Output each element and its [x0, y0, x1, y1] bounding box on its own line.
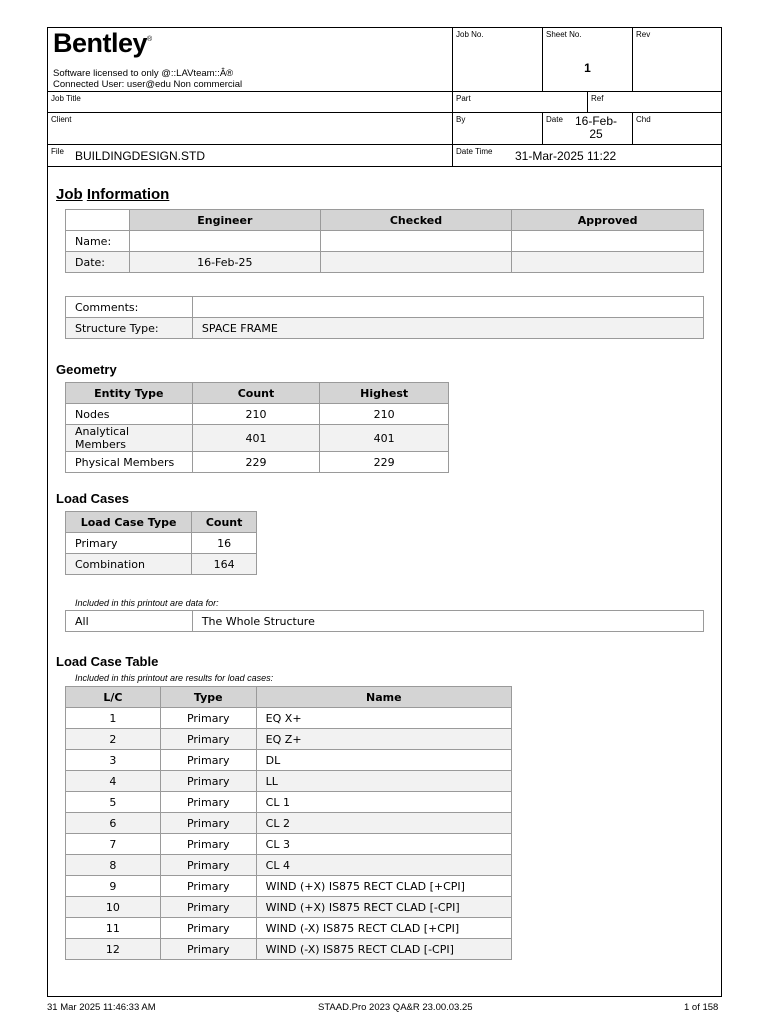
part-cell: Part	[453, 92, 588, 113]
footer-timestamp: 31 Mar 2025 11:46:33 AM	[47, 1002, 156, 1013]
job-title-cell: Job Title	[48, 92, 453, 113]
date-value: 16-Feb-25	[574, 114, 618, 141]
job-information-heading: Job Information	[56, 186, 170, 203]
table-row: 4 Primary LL	[66, 771, 512, 792]
date-cell: Date 16-Feb-25	[543, 113, 633, 145]
comments-table	[65, 296, 704, 339]
table-row: 3 Primary DL	[66, 750, 512, 771]
table-row: Name:	[66, 231, 704, 252]
load-case-table-heading: Load Case Table	[56, 654, 159, 669]
job-no-cell: Job No.	[453, 28, 543, 92]
table-row: 2 Primary EQ Z+	[66, 729, 512, 750]
report-page	[47, 27, 722, 997]
file-cell: File BUILDINGDESIGN.STD	[48, 145, 453, 167]
table-row: 7 Primary CL 3	[66, 834, 512, 855]
job-info-table	[65, 209, 704, 273]
col-engineer: Engineer	[129, 210, 320, 231]
table-row: 8 Primary CL 4	[66, 855, 512, 876]
table-row: 1 Primary EQ X+	[66, 708, 512, 729]
datetime-cell: Date Time 31-Mar-2025 11:22	[453, 145, 721, 167]
included-data-note: Included in this printout are data for:	[75, 598, 219, 608]
col-approved: Approved	[512, 210, 704, 231]
datetime-value: 31-Mar-2025 11:22	[515, 149, 617, 163]
load-cases-table: Load Case Type Count Primary 16 Combination 164	[65, 511, 257, 575]
table-row: Date: 16-Feb-25	[66, 252, 704, 273]
table-row: Physical Members 229 229	[66, 452, 449, 473]
ref-cell: Ref	[588, 92, 721, 113]
table-row: Comments:	[66, 297, 704, 318]
file-value: BUILDINGDESIGN.STD	[75, 149, 206, 163]
table-row: Structure Type: SPACE FRAME	[66, 318, 704, 339]
table-row: Nodes 210 210	[66, 404, 449, 425]
client-cell: Client	[48, 113, 453, 145]
sheet-no-cell: Sheet No. 1	[543, 28, 633, 92]
title-block	[48, 28, 721, 167]
footer-page-number: 1 of 158	[684, 1002, 719, 1013]
logo-cell	[48, 28, 453, 92]
table-row: 9 Primary WIND (+X) IS875 RECT CLAD [+CPI]	[66, 876, 512, 897]
geometry-table: Entity Type Count Highest Nodes 210 210 Analytical Members 401 401 Physical Members 229 229	[65, 382, 449, 473]
table-row: Analytical Members 401 401	[66, 425, 449, 452]
rev-cell: Rev	[633, 28, 721, 92]
sheet-no-value: 1	[584, 61, 591, 75]
table-row: Combination 164	[66, 554, 257, 575]
bentley-logo: Bentley®	[53, 28, 152, 58]
included-results-note: Included in this printout are results for load cases:	[75, 673, 274, 683]
table-row: 5 Primary CL 1	[66, 792, 512, 813]
geometry-heading: Geometry	[56, 362, 117, 377]
footer-software: STAAD.Pro 2023 QA&R 23.00.03.25	[318, 1002, 473, 1013]
load-case-table: L/C Type Name 1 Primary EQ X+ 2 Primary EQ Z+ 3 Primary DL 4 Primary LL 5 Primary CL 1 6 Primary CL 2 7 Primary CL 3 8 Primary CL 4 9 Primary WIND (+X) IS875 RECT CLAD [+CPI] 10 Primary WIND (+X) IS875 RECT CLAD [-CPI] 11 Primary WIND (-X) IS875 RECT CLAD [+CPI] 12 Primary WIND (-X) IS875 RECT CLAD [-CPI]	[65, 686, 512, 960]
table-row: Primary 16	[66, 533, 257, 554]
table-row: 6 Primary CL 2	[66, 813, 512, 834]
table-row: 11 Primary WIND (-X) IS875 RECT CLAD [+CPI]	[66, 918, 512, 939]
load-cases-heading: Load Cases	[56, 491, 129, 506]
table-row: 12 Primary WIND (-X) IS875 RECT CLAD [-CPI]	[66, 939, 512, 960]
table-row: All The Whole Structure	[66, 611, 704, 632]
col-checked: Checked	[320, 210, 512, 231]
by-cell: By	[453, 113, 543, 145]
included-data-table	[65, 610, 704, 632]
chd-cell: Chd	[633, 113, 721, 145]
table-row: 10 Primary WIND (+X) IS875 RECT CLAD [-CPI]	[66, 897, 512, 918]
license-text: Software licensed to only @::LAVteam::Â® Connected User: user@edu Non commercial	[53, 68, 243, 90]
